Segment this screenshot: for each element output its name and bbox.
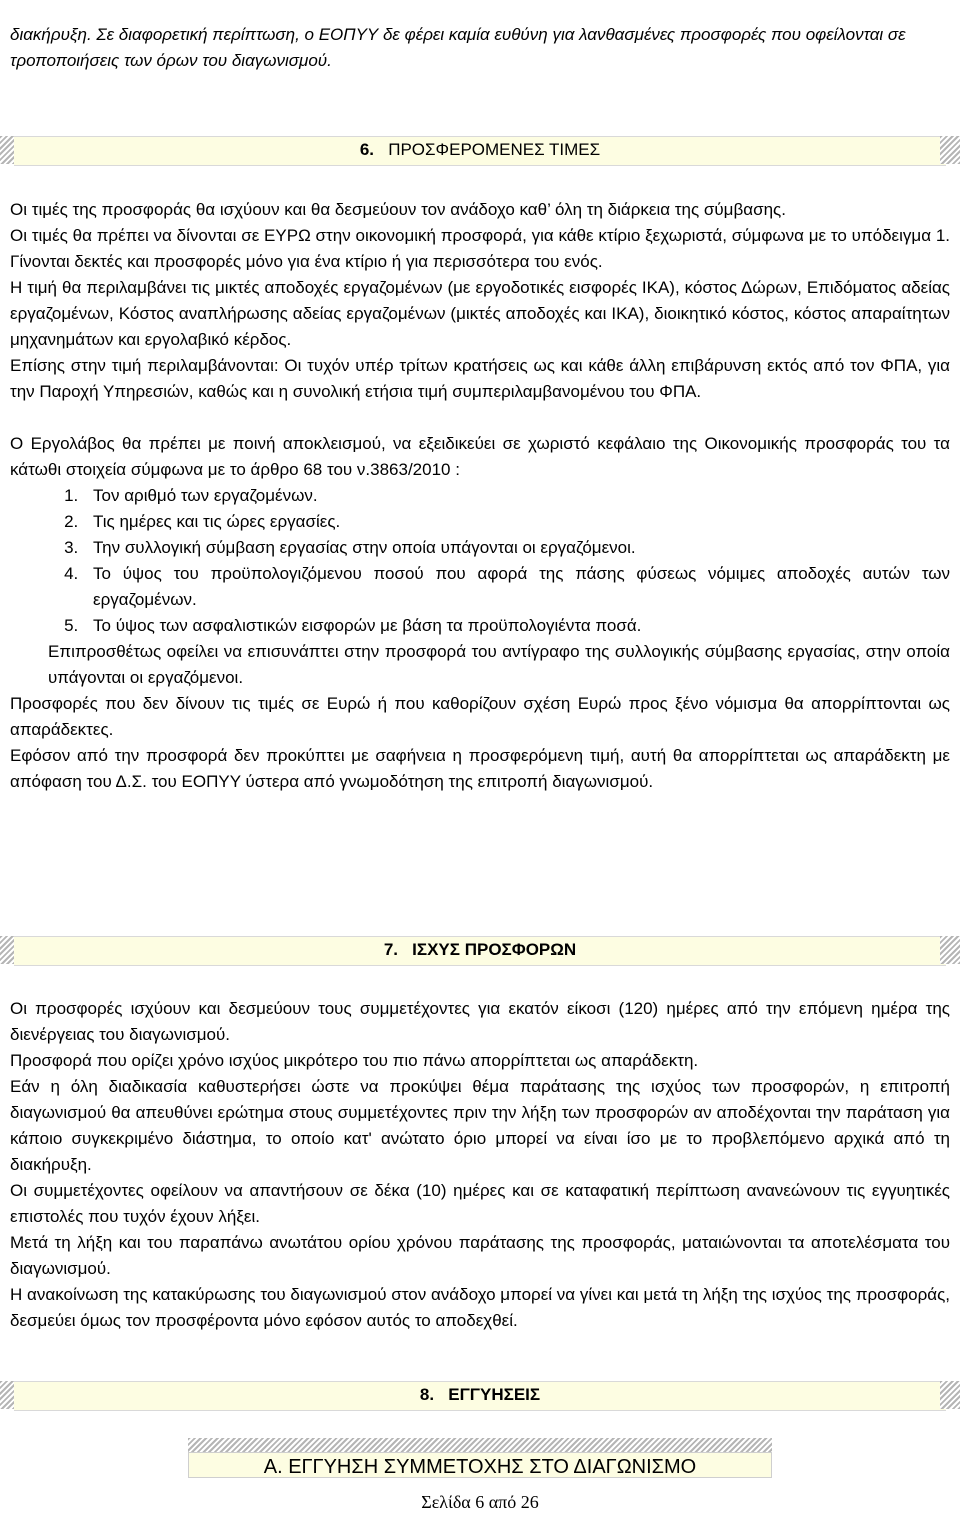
section-7-paragraph: Προσφορά που ορίζει χρόνο ισχύος μικρότερο του πιο πάνω απορρίπτεται ως απαράδεκτη. <box>10 1051 699 1070</box>
section-6-paragraph: Οι τιμές της προσφοράς θα ισχύουν και θα δεσμεύουν τον ανάδοχο καθ’ όλη τη διάρκεια της σύμβασης. <box>10 200 786 219</box>
section-8-title: ΕΓΓΥΗΣΕΙΣ <box>448 1385 541 1404</box>
section-7-paragraph: Οι προσφορές ισχύουν και δεσμεύουν τους συμμετέχοντες για εκατόν είκοσι (120) ημέρες από την επόμενη ημέρα της διενέργειας του διαγωνισμού. <box>10 999 950 1044</box>
subsection-a-title: Α. ΕΓΓΥΗΣΗ ΣΥΜΜΕΤΟΧΗΣ ΣΤΟ ΔΙΑΓΩΝΙΣΜΟ <box>263 1456 697 1478</box>
section-6-title: ΠΡΟΣΦΕΡΟΜΕΝΕΣ ΤΙΜΕΣ <box>388 140 601 159</box>
section-6-paragraph: Επίσης στην τιμή περιλαμβάνονται: Οι τυχόν υπέρ τρίτων κρατήσεις ως και κάθε άλλη επιβάρυνση εκτός από τον ΦΠΑ, για την Παροχή Υπηρεσιών, καθώς και η συνολική ετήσια τιμή συμπεριλαμβανομένου του ΦΠΑ. <box>10 356 950 401</box>
section-7-body <box>10 996 950 1334</box>
section-8-number: 8. <box>419 1385 435 1404</box>
section-7-paragraph: Η ανακοίνωση της κατακύρωσης του διαγωνισμού στον ανάδοχο μπορεί να γίνει και μετά τη λήξη της ισχύος της προσφοράς, δεσμεύει όμως τον προσφέροντα μόνο εφόσον αυτός το αποδεχθεί. <box>10 1285 950 1330</box>
section-6-paragraph: Εφόσον από την προσφορά δεν προκύπτει με σαφήνεια η προσφερόμενη τιμή, αυτή θα απορρίπτεται ως απαράδεκτη με απόφαση του Δ.Σ. του ΕΟΠΥΥ ύστερα από γνωμοδότηση της επιτροπή διαγωνισμού. <box>10 746 950 791</box>
list-item: 3. Την συλλογική σύμβαση εργασίας στην οποία υπάγονται οι εργαζόμενοι. <box>83 535 950 561</box>
list-item: 1. Τον αριθμό των εργαζομένων. <box>83 483 950 509</box>
intro-paragraph: διακήρυξη. Σε διαφορετική περίπτωση, ο ΕΟΠΥΥ δε φέρει καμία ευθύνη για λανθασμένες προσφορές που οφείλονται σε τροποποιήσεις των όρων του διαγωνισμού. <box>10 25 906 70</box>
list-item: 4. Το ύψος του προϋπολογιζόμενου ποσού που αφορά της πάσης φύσεως νόμιμες αποδοχές αυτών των εργαζομένων. <box>83 561 950 613</box>
section-8-header <box>0 1381 960 1409</box>
section-6-number: 6. <box>359 140 375 159</box>
subsection-a-header <box>188 1438 772 1478</box>
section-7-header <box>0 936 960 964</box>
requirements-list <box>10 483 950 639</box>
list-item: 2. Τις ημέρες και τις ώρες εργασίες. <box>83 509 950 535</box>
section-6-paragraph: Ο Εργολάβος θα πρέπει με ποινή αποκλεισμού, να εξειδικεύει σε χωριστό κεφάλαιο της Οικονομικής προσφοράς του τα κάτωθι στοιχεία σύμφωνα με το άρθρο 68 του ν.3863/2010 : <box>10 434 950 479</box>
section-7-title: ΙΣΧΥΣ ΠΡΟΣΦΟΡΩΝ <box>412 940 577 959</box>
section-6-header <box>0 136 960 164</box>
section-7-paragraph: Μετά τη λήξη και του παραπάνω ανωτάτου ορίου χρόνου παράτασης της προσφοράς, ματαιώνονται τα αποτελέσματα του διαγωνισμού. <box>10 1233 950 1278</box>
section-7-paragraph: Οι συμμετέχοντες οφείλουν να απαντήσουν σε δέκα (10) ημέρες και σε καταφατική περίπτωση ανανεώνουν τις εγγυητικές επιστολές που τυχόν έχουν λήξει. <box>10 1181 950 1226</box>
section-6-body <box>10 197 950 795</box>
section-6-paragraph: Η τιμή θα περιλαμβάνει τις μικτές αποδοχές εργαζομένων (με εργοδοτικές εισφορές ΙΚΑ), κόστος Δώρων, Επιδόματος αδείας εργαζομένων, Κόστος αναπλήρωσης αδείας εργαζομένων (μικτές αποδοχές και ΙΚΑ), διοικητικό κόστος, κόστος απαραίτητων μηχανημάτων και εργολαβικό κέρδος. <box>10 278 950 349</box>
section-6-paragraph: Επιπροσθέτως οφείλει να επισυνάπτει στην προσφορά του αντίγραφο της συλλογικής σύμβασης εργασίας, στην οποία υπάγονται οι εργαζόμενοι. <box>48 642 950 687</box>
list-item: 5. Το ύψος των ασφαλιστικών εισφορών με βάση τα προϋπολογιέντα ποσά. <box>83 613 950 639</box>
section-7-number: 7. <box>383 940 398 959</box>
section-6-paragraph: Οι τιμές θα πρέπει να δίνονται σε ΕΥΡΩ στην οικονομική προσφορά, για κάθε κτίριο ξεχωριστά, σύμφωνα με το υπόδειγμα 1. Γίνονται δεκτές και προσφορές μόνο για ένα κτίριο ή για περισσότερα του ενός. <box>10 226 950 271</box>
section-6-paragraph: Προσφορές που δεν δίνουν τις τιμές σε Ευρώ ή που καθορίζουν σχέση Ευρώ προς ξένο νόμισμα θα απορρίπτονται ως απαράδεκτες. <box>10 694 950 739</box>
section-7-paragraph: Εάν η όλη διαδικασία καθυστερήσει ώστε να προκύψει θέμα παράτασης της ισχύος των προσφορών, η επιτροπή διαγωνισμού θα απευθύνει ερώτημα στους συμμετέχοντες πριν την λήξη των προσφορών αν αποδέχονται την παράταση για κάποιο συγκεκριμένο διάστημα, το οποίο κατ' ανώτατο όριο μπορεί να είναι ίσο με το προβλεπόμενο αρχικά από τη διακήρυξη. <box>10 1077 950 1174</box>
hatch-decoration <box>188 1438 772 1452</box>
page-number: Σελίδα 6 από 26 <box>421 1492 539 1512</box>
